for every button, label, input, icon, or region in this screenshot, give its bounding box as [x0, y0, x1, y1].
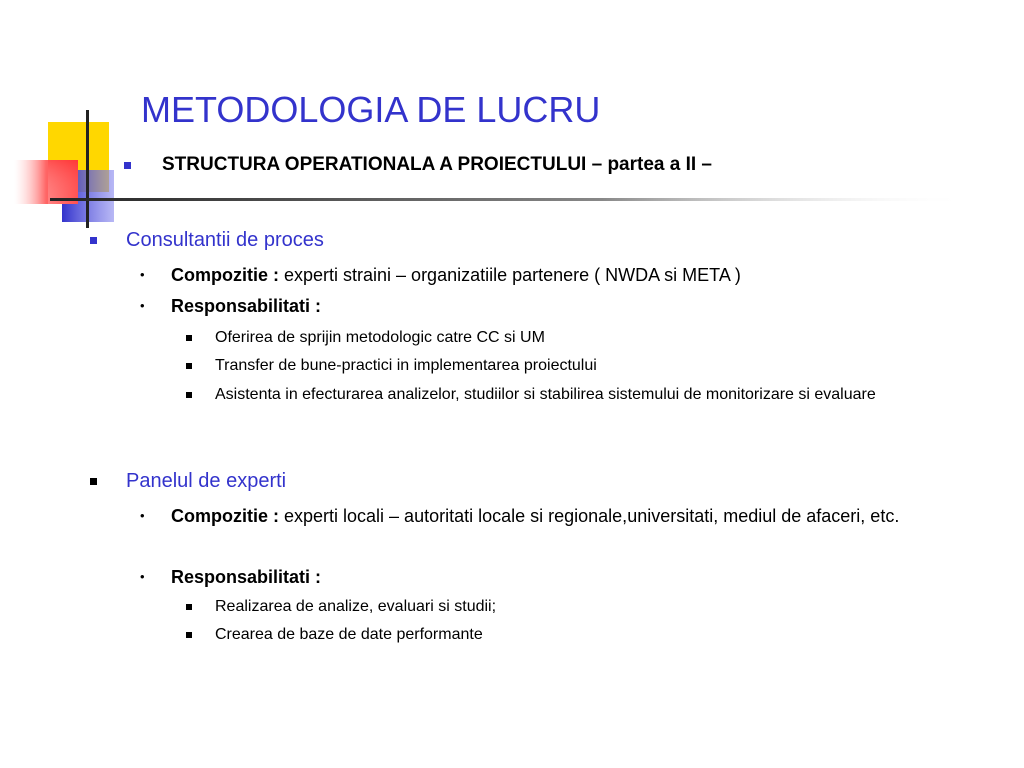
item-label: Responsabilitati : — [171, 567, 322, 587]
dot-bullet-icon: • — [140, 267, 145, 282]
square-bullet-icon — [90, 237, 97, 244]
dot-bullet-icon: • — [140, 508, 145, 523]
deco-horizontal-line — [50, 198, 970, 201]
deco-vertical-line — [86, 110, 89, 228]
subtitle-text: STRUCTURA OPERATIONALA A PROIECTULUI – partea a II – — [162, 154, 712, 175]
slide-title: METODOLOGIA DE LUCRU — [141, 89, 601, 130]
square-bullet-icon — [186, 632, 192, 638]
square-bullet-icon — [186, 604, 192, 610]
item-text: experti straini – organizatiile partenere ( NWDA si META ) — [279, 265, 741, 285]
item-text: experti locali – autoritati locale si regionale,universitati, mediul de afaceri, etc. — [279, 506, 900, 526]
square-bullet-icon — [186, 335, 192, 341]
square-bullet-icon — [124, 162, 131, 169]
dot-bullet-icon: • — [140, 298, 145, 313]
dot-bullet-icon: • — [140, 569, 145, 584]
item-label: Compozitie : — [171, 265, 279, 285]
item-label: Responsabilitati : — [171, 296, 322, 316]
square-bullet-icon — [186, 363, 192, 369]
square-bullet-icon — [186, 392, 192, 398]
square-bullet-icon — [90, 478, 97, 485]
item-label: Compozitie : — [171, 506, 279, 526]
